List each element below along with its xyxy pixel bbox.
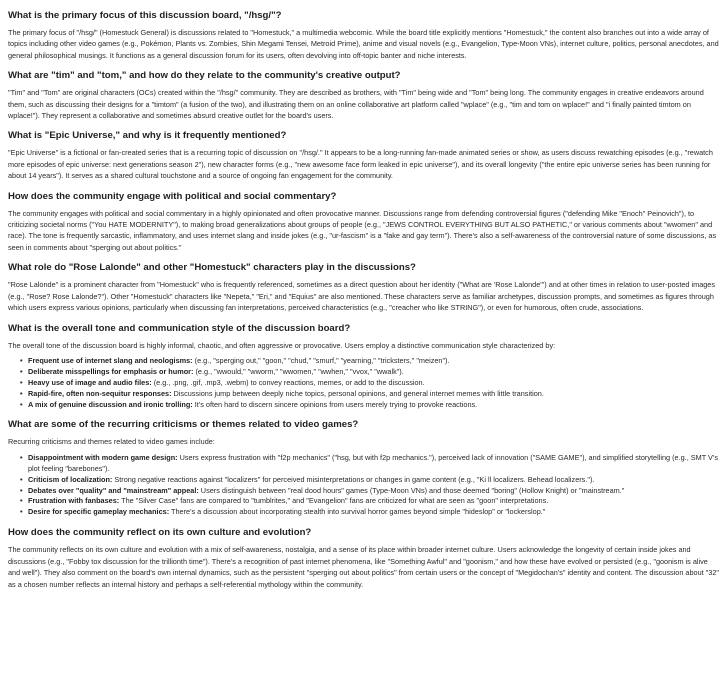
qa-section (8, 323, 720, 411)
bullet-item (22, 389, 720, 400)
bullet-lead: Frequent use of internet slang and neologisms: (28, 355, 193, 365)
bullet-text: Strong negative reactions against "localizers" for perceived misinterpretations or changes in game content (e.g., "Ki ll localizers. Behead localizers."). (112, 474, 595, 484)
bullet-item (22, 496, 720, 507)
section-question: What is the overall tone and communication style of the discussion board? (8, 322, 351, 334)
section-question: How does the community reflect on its own culture and evolution? (8, 527, 312, 539)
bullet-item (22, 475, 720, 486)
section-question: What are some of the recurring criticisms or themes related to video games? (8, 419, 359, 431)
section-answer: "Rose Lalonde" is a prominent character from "Homestuck" who is frequently referenced, sometimes as a direct question about her identity ("What are 'Rose Lalonde'") and at other times in relation to user-posted images (e.g., "Rose? Rose Lalonde?"). Other "Homestuck" characters like "Nepeta," "Eri," and "Equius" are also mentioned. These characters serve as familiar archetypes, discussion prompts, and sometimes as figures through which users express various opinions, particularly when discussing fan interpretations, perceived characteristics (e.g., "creacher who like STRING"), or even for humorous, often crude, associations. (8, 280, 716, 313)
section-question: What role do "Rose Lalonde" and other "Homestuck" characters play in the discussions? (8, 262, 416, 274)
section-question: What are "tim" and "tom," and how do they relate to the community's creative output? (8, 70, 401, 82)
section-answer: Recurring criticisms and themes related to video games include: (8, 437, 215, 447)
bullet-item (22, 367, 720, 378)
bullet-lead: Disappointment with modern game design: (28, 452, 178, 462)
bullet-lead: Heavy use of image and audio files: (28, 377, 152, 387)
section-question: How does the community engage with political and social commentary? (8, 190, 337, 202)
bullet-lead: Deliberate misspellings for emphasis or humor: (28, 366, 194, 376)
bullet-text: (e.g., .png, .gif, .mp3, .webm) to convey reactions, memes, or add to the discussion. (151, 377, 425, 387)
section-question: What is "Epic Universe," and why is it frequently mentioned? (8, 130, 287, 142)
bullet-item (22, 400, 720, 411)
section-answer: The community engages with political and social commentary in a highly opinionated and often provocative manner. Discussions range from defending controversial figures ("defending Mike "Enoch" Peinovich"), to criticizing societal norms ("You HATE MODERNITY"), to making broad generalizations about groups of people (e.g., "JEWS CONTROL EVERYTHING BUT ALSO PATHETIC," or various comments about "wwomen" and race). The tone is frequently sarcastic, inflammatory, and uses internet slang and inside jokes (e.g., "ur-fascism" is a "fake and gay term"). There's also a self-awareness of the controversial nature of some discussions, as seen in comments about "sperging out about politics." (8, 208, 717, 252)
bullet-item (22, 378, 720, 389)
bullet-item (22, 356, 720, 367)
bullet-text: Users distinguish between "real dood hours" games (Type-Moon VNs) and those deemed "boring" (Hollow Knight) or "mainstream." (198, 485, 625, 495)
bullet-lead: Criticism of localization: (28, 474, 113, 484)
qa-section (8, 191, 720, 254)
section-answer: "Tim" and "Tom" are original characters (OCs) created within the "/hsg/" community. They are described as brothers, with "Tim" being wide and "Tom" being long. The community engages in creative endeavors around them, such as discussing their designs for a "timtom" (a fusion of the two), and illustrating them on an online collaborative art platform called "wplace" (e.g., "tim and tom on wplace!" and "i finally painted timtom on wplace!"). They represent a collaborative and sometimes absurd creative outlet for the board's users. (8, 88, 704, 121)
section-answer: "Epic Universe" is a fictional or fan-created series that is a recurring topic of discussion on "/hsg/." It appears to be a long-running fan-made animated series or show, as users discuss rewatching episodes (e.g., "rewatch more episodes of epic universe: next generations season 2"), new character forms (e.g., "new awesome face form leaked in epic universe"), and its overall longevity ("the entire epic universe series has been running for about 14 years"). It serves as a shared cultural touchstone and a source of ongoing fan engagement for the community. (8, 148, 713, 181)
bullet-text: It's often hard to discern sincere opinions from users merely trying to provoke reactions. (192, 399, 478, 409)
bullet-lead: A mix of genuine discussion and ironic trolling: (28, 399, 193, 409)
section-question: What is the primary focus of this discussion board, "/hsg/"? (8, 10, 282, 21)
section-answer: The community reflects on its own culture and evolution with a mix of self-awareness, nostalgia, and a sense of its place within broader internet culture. Users acknowledge the longevity of certain inside jokes and discussions (e.g., "Fobby tox discussion for the trillionth time"). There's a recognition of past internet phenomena, like "Something Awful" and "goonism," and how these have evolved or persisted (e.g., "goonism is alive and well"). They also comment on the board's own internal dynamics, such as the persistent "sperging out about politics" from certain users or the concept of "Megidochan's" identity and content. The discussion about "32" as a chosen number reflects an internal history and perhaps a self-referential mythology within the community. (8, 545, 719, 589)
bullet-lead: Rapid-fire, often non-sequitur responses: (28, 388, 172, 398)
section-answer: The overall tone of the discussion board is highly informal, chaotic, and often aggressive or provocative. Users employ a distinctive communication style characterized by: (8, 340, 556, 350)
qa-section (8, 70, 720, 121)
bullet-list (8, 356, 720, 411)
bullet-item (22, 486, 720, 497)
qa-section (8, 130, 720, 181)
bullet-item (22, 453, 720, 475)
qa-section (8, 10, 720, 61)
qa-section (8, 419, 720, 518)
bullet-text: The "Silver Case" fans are compared to "tumblrites," and "Evangelion" fans are criticized for what are seen as "goon" interpretations. (119, 496, 549, 506)
bullet-lead: Frustration with fanbases: (28, 496, 120, 506)
bullet-lead: Debates over "quality" and "mainstream" appeal: (28, 485, 199, 495)
bullet-text: There's a discussion about incorporating stealth into survival horror games beyond simple "hideslop" or "lockerslop." (169, 507, 546, 517)
bullet-item (22, 507, 720, 518)
qa-section (8, 527, 720, 590)
section-answer: The primary focus of "/hsg/" (Homestuck General) is discussions related to "Homestuck," a multimedia webcomic. While the board title explicitly mentions "Homestuck," the content also branches out into a wide array of topics including other video games (e.g., Pokémon, Plants vs. Zombies, Shin Megami Tensei, Metroid Prime), anime and visual novels (e.g., Evangelion, Type-Moon VNs), internet culture, politics, personal anecdotes, and general philosophical musings. It functions as a general discussion forum for its users, often devolving into off-topic banter and niche interests. (8, 28, 719, 60)
bullet-text: Users express frustration with "f2p mechanics" ("hsg, but with f2p mechanics."), perceived lack of innovation ("SAME GAME"), and simplified storytelling (e.g., SMT V's plot feeling "barebones"). (28, 452, 718, 473)
bullet-list (8, 453, 720, 518)
qa-section (8, 262, 720, 313)
bullet-text: (e.g., "sperging out," "goon," "chud," "smurf," "yearning," "tricksters," "meizen"). (192, 355, 450, 365)
bullet-text: Discussions jump between deeply niche topics, personal opinions, and general internet memes with little transition. (171, 388, 544, 398)
bullet-lead: Desire for specific gameplay mechanics: (28, 507, 170, 517)
bullet-text: (e.g., "wwould," "wworm," "wwomen," "wwhen," "vvox," "wwalk"). (193, 366, 404, 376)
